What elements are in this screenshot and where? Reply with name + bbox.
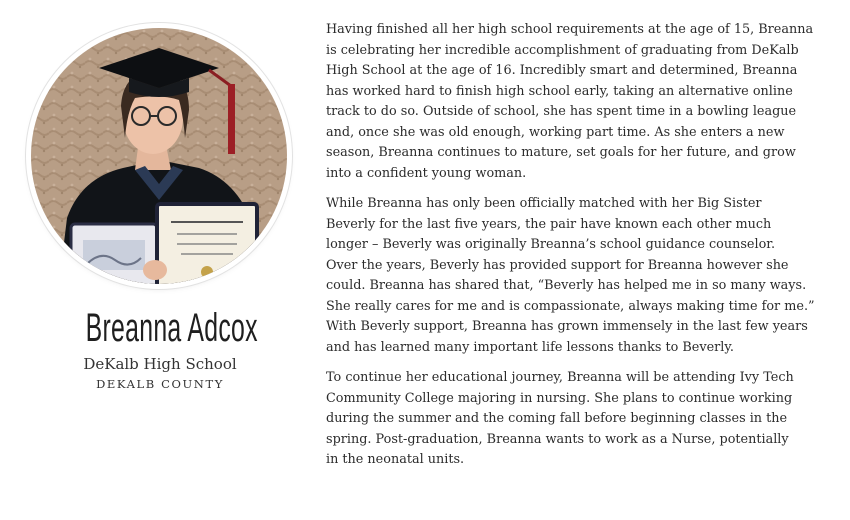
bio-line: into a confident young woman. <box>326 165 527 181</box>
bio-line: in the neonatal units. <box>326 452 465 467</box>
bio-line: Having finished all her high school requirements at the age of 15, Breanna <box>326 22 814 37</box>
bio-line: track to do so. Outside of school, she has spent time in a bowling league <box>326 104 797 119</box>
bio-line: She really cares for me and is compassionate, always making time for me.” <box>326 298 815 314</box>
bio-line: and, once she was old enough, working part time. As she enters a new <box>326 124 785 140</box>
bio-paragraph <box>326 194 836 358</box>
graduate-portrait-icon <box>31 28 287 284</box>
school-name: DeKalb High School <box>83 355 237 373</box>
bio-line: season, Breanna continues to mature, set goals for her future, and grow <box>326 145 796 160</box>
bio-line: With Beverly support, Breanna has grown immensely in the last few years <box>326 319 808 334</box>
bio-line: and has learned many important life lessons thanks to Beverly. <box>326 339 734 355</box>
bio-paragraph <box>326 20 836 184</box>
bio-line: longer – Beverly was originally Breanna’s school guidance counselor. <box>326 237 776 252</box>
bio-text <box>326 20 836 481</box>
bio-line: has worked hard to finish high school early, taking an alternative online <box>326 83 793 99</box>
bio-line: spring. Post-graduation, Breanna wants to work as a Nurse, potentially <box>326 431 789 447</box>
bio-line: Community College majoring in nursing. She plans to continue working <box>326 390 793 406</box>
county-name: DEKALB COUNTY <box>96 377 224 391</box>
bio-line: Over the years, Beverly has provided support for Breanna however she <box>326 257 789 273</box>
bio-line: Beverly for the last five years, the pair have known each other much <box>326 216 772 232</box>
bio-line: during the summer and the coming fall before beginning classes in the <box>326 411 788 426</box>
bio-line: is celebrating her incredible accomplishment of graduating from DeKalb <box>326 42 799 58</box>
bio-paragraph <box>326 368 836 471</box>
bio-line: could. Breanna has shared that, “Beverly has helped me in so many ways. <box>326 278 807 293</box>
profile-photo <box>31 28 287 284</box>
bio-line: While Breanna has only been officially matched with her Big Sister <box>326 196 762 211</box>
student-name: Breanna Adcox <box>85 306 258 350</box>
bio-line: To continue her educational journey, Breanna will be attending Ivy Tech <box>326 370 794 385</box>
bio-line: High School at the age of 16. Incredibly smart and determined, Breanna <box>326 63 798 78</box>
